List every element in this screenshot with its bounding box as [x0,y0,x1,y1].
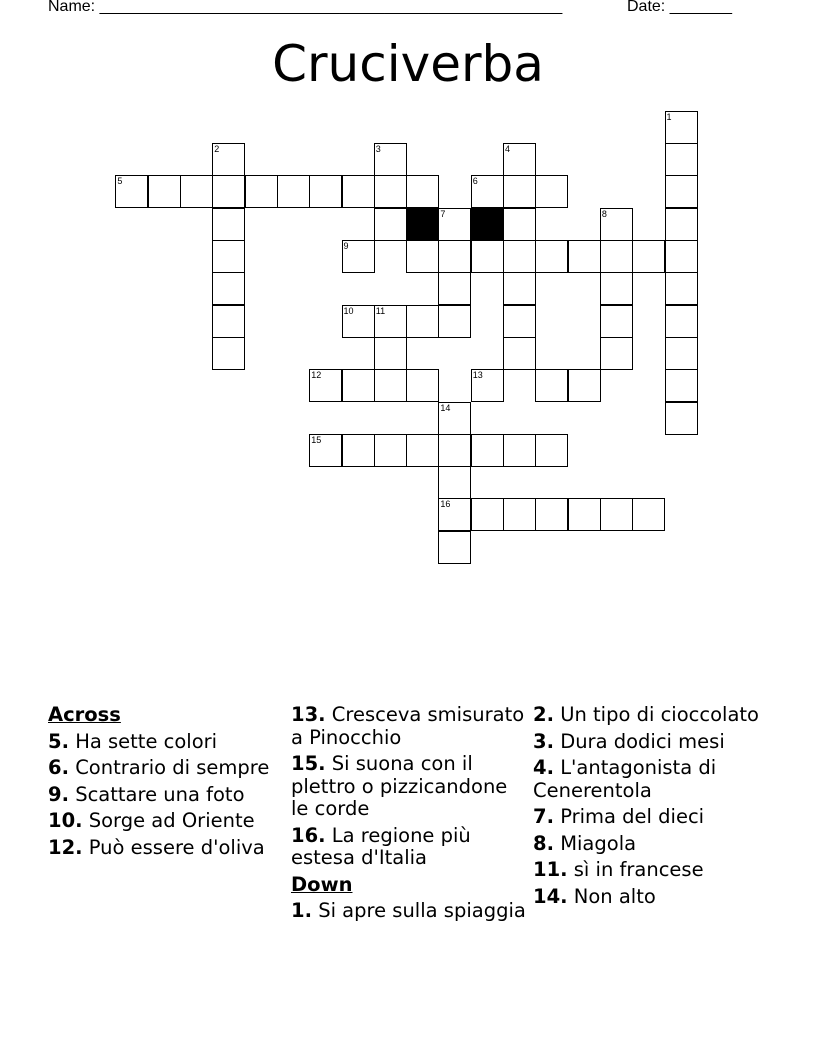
clue-number: 7. [533,805,554,828]
clue-down-4 [533,757,769,802]
clue-number-label: 10 [343,305,354,316]
crossword-cell[interactable] [503,337,536,370]
clue-number: 11. [533,858,568,881]
clue-number: 8. [533,831,554,855]
crossword-cell[interactable] [665,240,698,273]
crossword-cell[interactable] [503,240,536,273]
clue-text: Scattare una foto [75,782,245,806]
clue-number: 6. [48,756,69,779]
clue-text: Un tipo di cioccolato [560,703,759,726]
clue-down-3 [533,731,769,754]
crossword-cell[interactable] [374,175,407,208]
crossword-cell[interactable] [503,143,536,176]
clue-down-11 [533,859,769,882]
clues-column-2 [291,704,527,927]
clue-number-label: 8 [601,208,607,219]
crossword-cell[interactable] [245,175,278,208]
crossword-cell[interactable] [503,175,536,208]
crossword-cell[interactable] [374,337,407,370]
crossword-cell[interactable] [438,305,471,338]
clue-number-label: 4 [505,144,511,155]
crossword-cell[interactable] [535,434,568,467]
crossword-cell[interactable] [309,369,342,402]
page-title: Cruciverba [272,35,544,93]
crossword-cell[interactable] [568,369,601,402]
crossword-cell[interactable] [342,369,375,402]
crossword-cell[interactable] [665,111,698,144]
crossword-cell[interactable] [600,498,633,531]
clue-number: 4. [533,756,554,779]
clue-number-label: 9 [343,241,349,251]
crossword-cell[interactable] [438,240,471,273]
crossword-cell[interactable] [277,175,310,208]
crossword-cell[interactable] [600,337,633,370]
clues-column-3 [533,704,769,912]
clue-number-label: 6 [472,176,478,187]
crossword-cell[interactable] [600,272,633,305]
clue-text: sì in francese [573,858,704,881]
crossword-cell[interactable] [406,240,439,273]
crossword-block [406,208,439,241]
crossword-cell[interactable] [438,434,471,467]
clue-across-16 [291,825,527,870]
clue-number-label: 5 [117,176,123,187]
crossword-cell[interactable] [471,434,504,467]
across-heading: Across [48,703,121,726]
crossword-cell[interactable] [665,337,698,370]
crossword-cell[interactable] [212,272,245,305]
crossword-cell[interactable] [374,305,407,338]
crossword-cell[interactable] [471,498,504,531]
clue-number: 10. [48,809,83,832]
crossword-cell[interactable] [438,498,471,531]
clue-text: Cresceva smisurato a Pinocchio [291,703,525,749]
clue-text: Si apre sulla spiaggia [318,899,526,922]
clue-across-9 [48,784,284,807]
crossword-cell[interactable] [568,240,601,273]
clue-down-1 [291,900,527,923]
name-field-label: Name: ____________________________________________________ [48,0,563,15]
crossword-cell[interactable] [438,466,471,499]
crossword-cell[interactable] [632,240,665,273]
clue-text: Miagola [560,831,637,855]
clue-number: 14. [533,884,568,908]
crossword-cell[interactable] [535,498,568,531]
clue-text: Può essere d'oliva [88,835,265,859]
clue-number: 9. [48,782,69,806]
crossword-cell[interactable] [309,434,342,467]
clue-number: 3. [533,729,554,753]
crossword-cell[interactable] [212,305,245,338]
crossword-cell[interactable] [665,175,698,208]
crossword-cell[interactable] [503,272,536,305]
crossword-cell[interactable] [212,240,245,273]
clue-down-2 [533,704,769,727]
crossword-cell[interactable] [535,369,568,402]
crossword-cell[interactable] [374,369,407,402]
clue-text: Ha sette colori [75,729,218,753]
crossword-cell[interactable] [438,531,471,564]
clue-text: La regione più estesa d'Italia [291,823,471,869]
crossword-cell[interactable] [374,208,407,241]
clues-column-1 [48,704,284,863]
crossword-cell[interactable] [212,175,245,208]
crossword-cell[interactable] [342,175,375,208]
crossword-block [471,208,504,241]
crossword-cell[interactable] [342,434,375,467]
crossword-cell[interactable] [665,272,698,305]
crossword-cell[interactable] [212,208,245,241]
crossword-cell[interactable] [665,369,698,402]
crossword-cell[interactable] [568,498,601,531]
clue-number-label: 1 [666,111,672,122]
clue-number-label: 12 [311,370,322,381]
crossword-cell[interactable] [665,402,698,435]
clue-across-5 [48,731,284,754]
clue-number: 12. [48,835,83,859]
clue-across-10 [48,810,284,833]
crossword-cell[interactable] [342,240,375,273]
clue-text: L'antagonista di Cenerentola [533,756,717,802]
crossword-cell[interactable] [665,208,698,241]
clue-across-13 [291,704,527,749]
crossword-cell[interactable] [212,337,245,370]
crossword-cell[interactable] [148,175,181,208]
crossword-cell[interactable] [632,498,665,531]
crossword-cell[interactable] [180,175,213,208]
clue-text: Contrario di sempre [75,756,270,779]
crossword-cell[interactable] [503,434,536,467]
crossword-cell[interactable] [600,305,633,338]
clue-text: Dura dodici mesi [560,729,725,753]
crossword-cell[interactable] [471,369,504,402]
clue-across-15 [291,753,527,821]
clue-down-8 [533,833,769,856]
clue-down-7 [533,806,769,829]
date-field-label: Date: _______ [627,0,732,15]
crossword-cell[interactable] [471,175,504,208]
down-heading: Down [291,872,353,896]
clue-text: Prima del dieci [560,805,705,828]
crossword-cell[interactable] [535,240,568,273]
crossword-cell[interactable] [471,240,504,273]
crossword-cell[interactable] [406,175,439,208]
clue-number: 5. [48,729,69,753]
crossword-cell[interactable] [665,305,698,338]
crossword-cell[interactable] [665,143,698,176]
clue-number: 16. [291,823,326,847]
crossword-cell[interactable] [503,498,536,531]
crossword-cell[interactable] [438,402,471,435]
clue-across-12 [48,837,284,860]
clue-number-label: 16 [440,499,451,510]
crossword-cell[interactable] [503,305,536,338]
crossword-cell[interactable] [406,434,439,467]
clue-across-6 [48,757,284,780]
crossword-cell[interactable] [406,305,439,338]
crossword-cell[interactable] [600,208,633,241]
crossword-cell[interactable] [342,305,375,338]
clue-number-label: 3 [375,144,381,155]
crossword-cell[interactable] [406,369,439,402]
clue-number-label: 11 [375,305,386,316]
clue-number-label: 7 [440,208,446,219]
clue-text: Sorge ad Oriente [88,809,255,832]
clue-number-label: 14 [440,402,451,413]
clue-number-label: 15 [311,434,322,445]
crossword-cell[interactable] [212,143,245,176]
clue-number-label: 13 [472,370,483,381]
clue-number: 15. [291,752,326,775]
clue-number: 13. [291,703,326,726]
crossword-cell[interactable] [438,272,471,305]
clue-down-14 [533,886,769,909]
clue-text: Si suona con il plettro o pizzicandone le corde [291,752,508,820]
crossword-cell[interactable] [503,208,536,241]
crossword-cell[interactable] [374,434,407,467]
crossword-cell[interactable] [309,175,342,208]
crossword-cell[interactable] [438,208,471,241]
crossword-cell[interactable] [535,175,568,208]
clue-number-label: 2 [214,144,220,155]
crossword-cell[interactable] [374,143,407,176]
clue-number: 1. [291,899,312,922]
clue-number: 2. [533,703,554,726]
crossword-cell[interactable] [115,175,148,208]
crossword-cell[interactable] [600,240,633,273]
clue-text: Non alto [573,884,656,908]
